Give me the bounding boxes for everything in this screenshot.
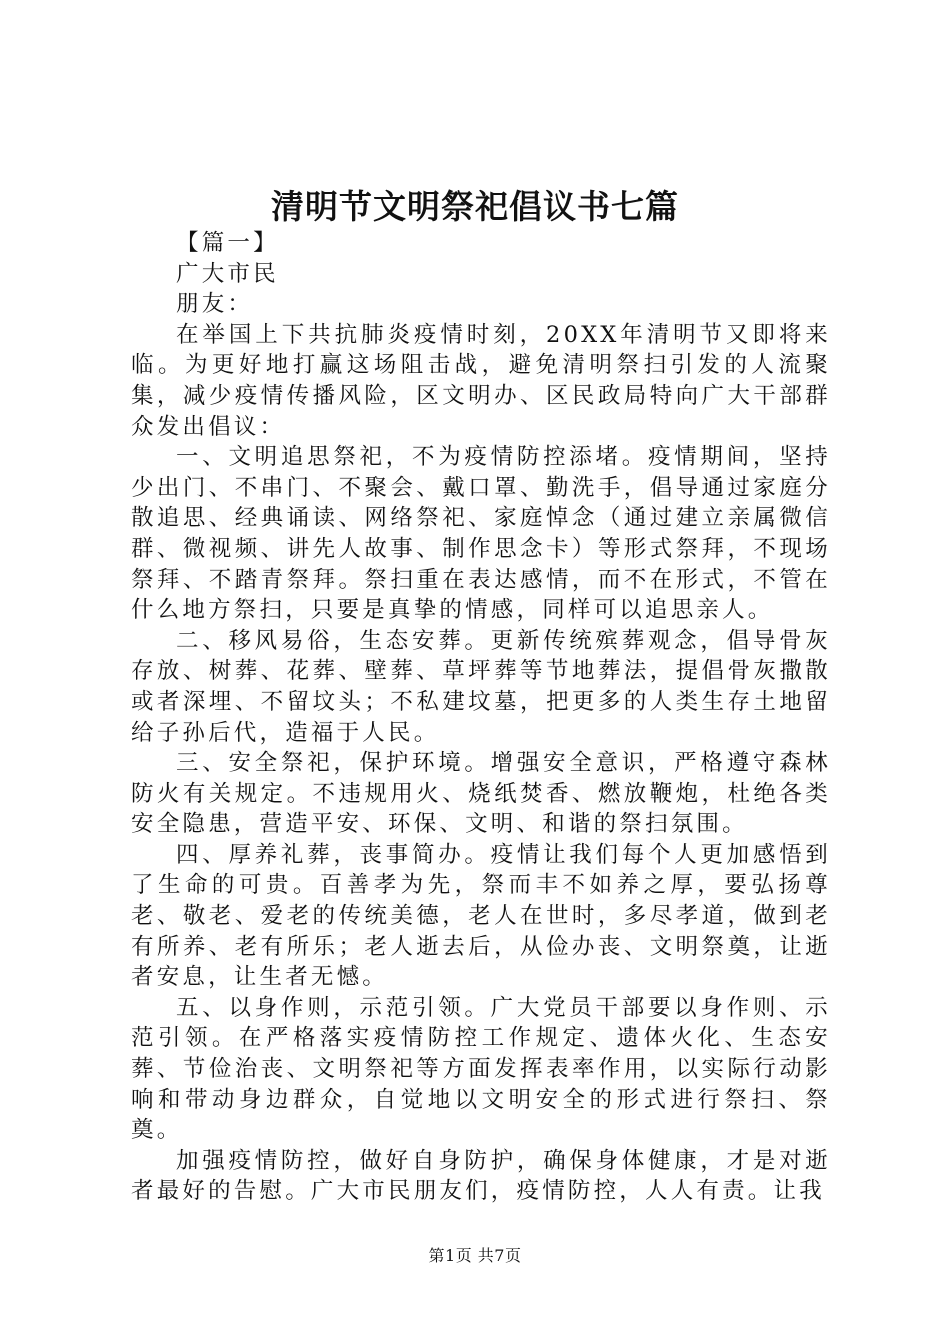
intro-paragraph: 在举国上下共抗肺炎疫情时刻，20XX年清明节又即将来临。为更好地打赢这场阻击战，避免清明祭扫引发的人流聚集，减少疫情传播风险，区文明办、区民政局特向广大干部群众发出倡议：: [131, 321, 831, 440]
document-title: 清明节文明祭祀倡议书七篇: [271, 187, 679, 226]
document-body: [131, 228, 831, 1207]
proposal-paragraph-1: 一、文明追思祭祀，不为疫情防控添堵。疫情期间，坚持少出门、不串门、不聚会、戴口罩、勤洗手，倡导通过家庭分散追思、经典诵读、网络祭祀、家庭悼念（通过建立亲属微信群、微视频、讲先人故事、制作思念卡）等形式祭拜，不现场祭拜、不踏青祭拜。祭扫重在表达感情，而不在形式，不管在什么地方祭扫，只要是真挚的情感，同样可以追思亲人。: [131, 444, 831, 624]
page-number-footer: 第1页 共7页: [428, 1246, 522, 1265]
proposal-paragraph-2: 二、移风易俗，生态安葬。更新传统殡葬观念，倡导骨灰存放、树葬、花葬、壁葬、草坪葬等节地葬法，提倡骨灰撒散或者深埋、不留坟头；不私建坟墓，把更多的人类生存土地留给子孙后代，造福于人民。: [131, 627, 831, 746]
salutation-line-1: 广大市民: [176, 260, 279, 287]
salutation-line-2: 朋友：: [176, 291, 254, 318]
proposal-paragraph-5: 五、以身作则，示范引领。广大党员干部要以身作则、示范引领。在严格落实疫情防控工作规定、遗体火化、生态安葬、节俭治丧、文明祭祀等方面发挥表率作用，以实际行动影响和带动身边群众，自觉地以文明安全的形式进行祭扫、祭奠。: [131, 994, 831, 1144]
proposal-paragraph-3: 三、安全祭祀，保护环境。增强安全意识，严格遵守森林防火有关规定。不违规用火、烧纸焚香、燃放鞭炮，杜绝各类安全隐患，营造平安、环保、文明、和谐的祭扫氛围。: [131, 750, 831, 838]
proposal-paragraph-4: 四、厚养礼葬，丧事简办。疫情让我们每个人更加感悟到了生命的可贵。百善孝为先，祭而丰不如养之厚，要弘扬尊老、敬老、爱老的传统美德，老人在世时，多尽孝道，做到老有所养、老有所乐；老人逝去后，从俭办丧、文明祭奠，让逝者安息，让生者无憾。: [131, 841, 831, 991]
closing-paragraph: 加强疫情防控，做好自身防护，确保身体健康，才是对逝者最好的告慰。广大市民朋友们，疫情防控，人人有责。让我: [131, 1147, 831, 1205]
section-heading: 【篇一】: [176, 230, 279, 256]
